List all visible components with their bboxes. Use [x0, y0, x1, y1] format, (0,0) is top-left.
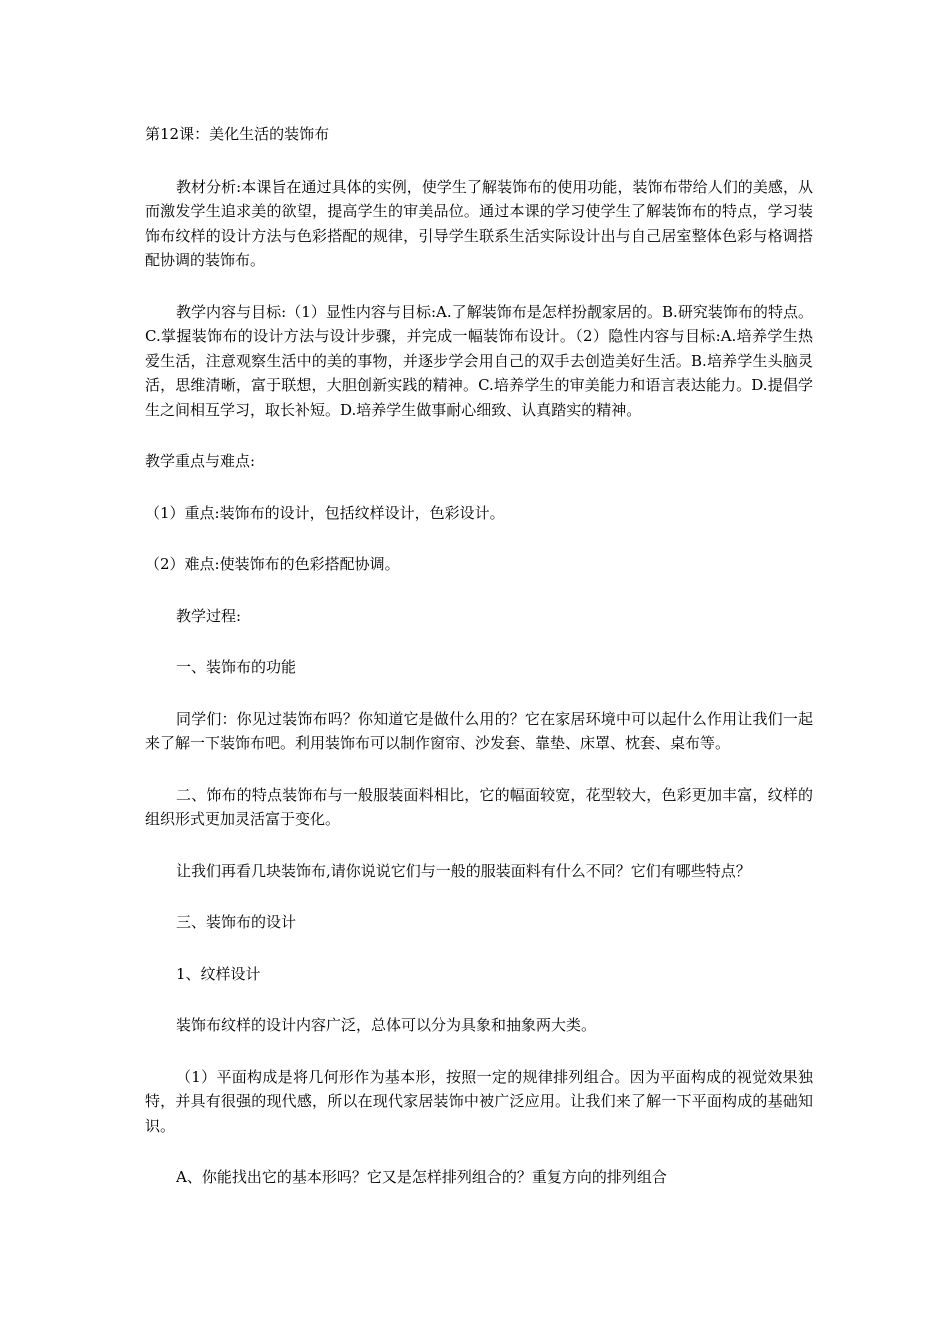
- heading-section-1: 一、装饰布的功能: [176, 658, 297, 676]
- paragraph-textbook-analysis: 教材分析:本课旨在通过具体的实例，使学生了解装饰布的使用功能，装饰布带给人们的美感，从而激发学生追求美的欲望，提高学生的审美品位。通过本课的学习使学生了解装饰布的特点，学习装饰布纹样的设计方法与色彩搭配的规律，引导学生联系生活实际设计出与自己居室整体色彩与格调搭配协调的装饰布。: [145, 177, 813, 269]
- paragraph-content-and-goals: 教学内容与目标:（1）显性内容与目标:A.了解装饰布是怎样扮靓家居的。B.研究装饰布的特点。C.掌握装饰布的设计方法与设计步骤，并完成一幅装饰布设计。（2）隐性内容与目标:A.培养学生热爱生活，注意观察生活中的美的事物，并逐步学会用自己的双手去创造美好生活。B.培养学生头脑灵活，思维清晰，富于联想，大胆创新实践的精神。C.培养学生的审美能力和语言表达能力。D.提倡学生之间相互学习，取长补短。D.培养学生做事耐心细致、认真踏实的精神。: [145, 302, 813, 419]
- document-body: [145, 122, 813, 1217]
- lesson-title: 第12课：美化生活的装饰布: [145, 125, 330, 143]
- heading-key-points: 教学重点与难点:: [145, 452, 256, 470]
- paragraph-plane-composition: （1）平面构成是将几何形作为基本形，按照一定的规律排列组合。因为平面构成的视觉效果独特，并具有很强的现代感，所以在现代家居装饰中被广泛应用。让我们来了解一下平面构成的基础知识。: [145, 1067, 813, 1135]
- paragraph-key-point: （1）重点:装饰布的设计，包括纹样设计，色彩设计。: [145, 503, 505, 522]
- heading-pattern-design: 1、纹样设计: [176, 964, 261, 983]
- paragraph-function: 同学们：你见过装饰布吗？你知道它是做什么用的？它在家居环境中可以起什么作用让我们一起来了解一下装饰布吧。利用装饰布可以制作窗帘、沙发套、靠垫、床罩、枕套、桌布等。: [145, 709, 813, 752]
- paragraph-question: 让我们再看几块装饰布,请你说说它们与一般的服装面料有什么不同？它们有哪些特点？: [176, 861, 751, 880]
- paragraph-pattern-content: 装饰布纹样的设计内容广泛，总体可以分为具象和抽象两大类。: [176, 1016, 597, 1034]
- paragraph-difficulty: （2）难点:使装饰布的色彩搭配协调。: [145, 555, 400, 573]
- heading-section-3: 三、装饰布的设计: [176, 913, 297, 931]
- paragraph-features: 二、饰布的特点装饰布与一般服装面料相比，它的幅面较宽，花型较大，色彩更加丰富，纹样的组织形式更加灵活富于变化。: [145, 785, 813, 828]
- paragraph-basic-form-question: A、你能找出它的基本形吗？它又是怎样排列组合的？重复方向的排列组合: [176, 1168, 667, 1186]
- heading-teaching-process: 教学过程:: [176, 606, 242, 625]
